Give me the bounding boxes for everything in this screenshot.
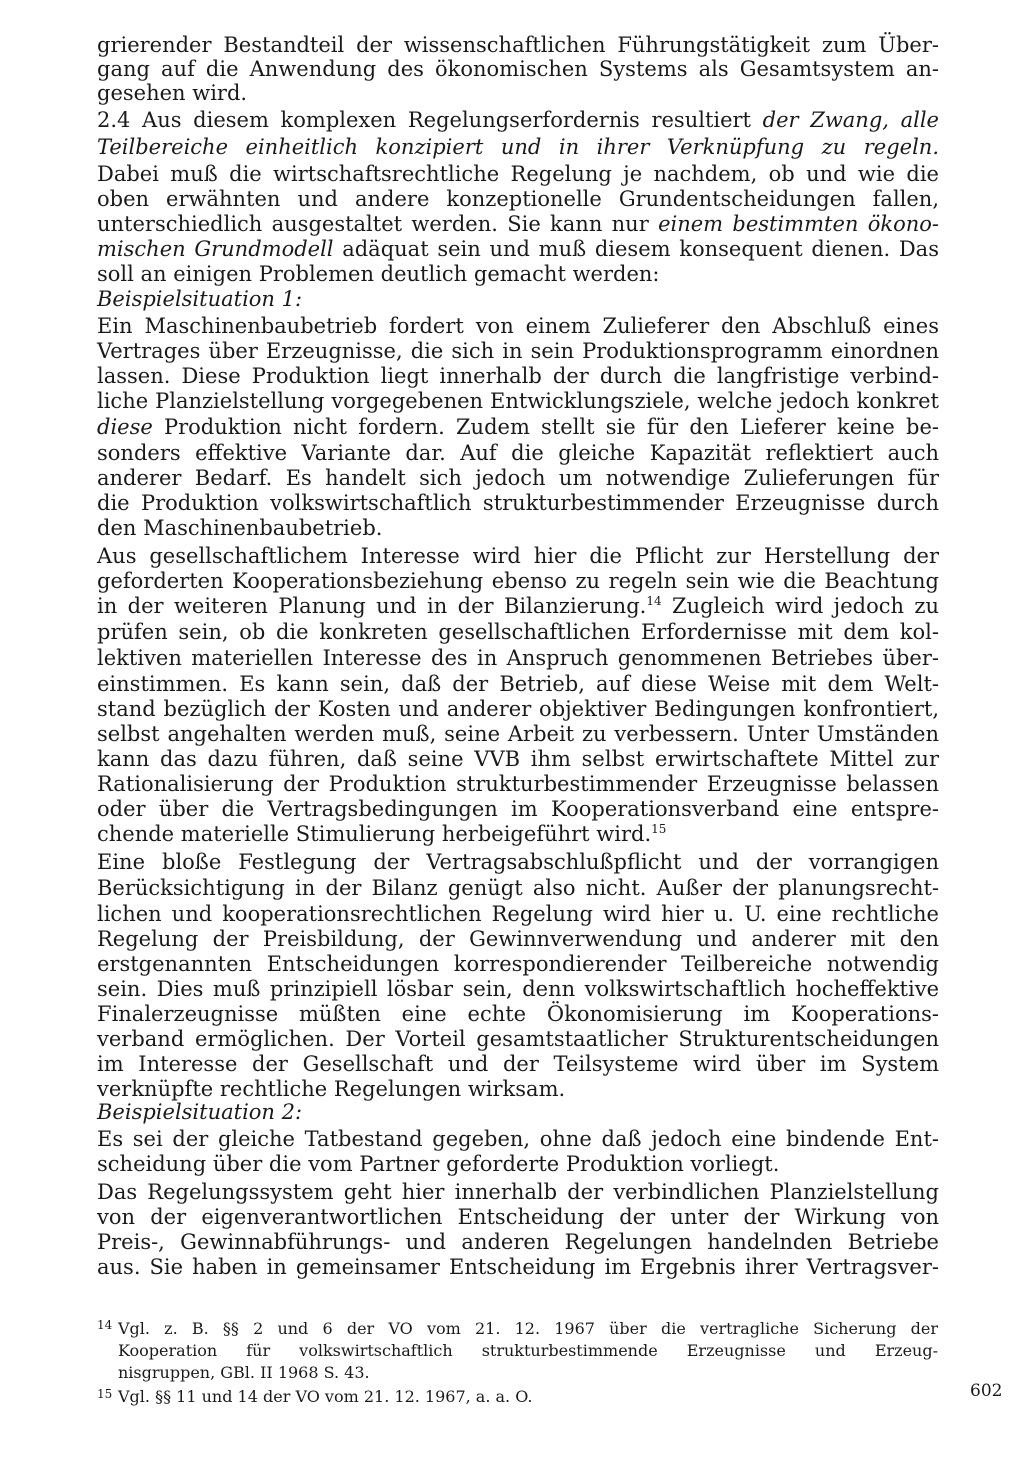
body-line: Berücksichtigung in der Bilanz genügt also nicht. Außer der planungsrecht- [97,876,939,900]
body-line: lektiven materiellen Interesse des in Anspruch genommenen Betriebes über- [97,646,939,670]
body-line: einstimmen. Es kann sein, daß der Betrieb, auf diese Weise mit dem Welt- [97,672,939,696]
body-line [97,135,939,159]
text-span: in der weiteren Planung und in der Bilanzierung. [97,594,647,618]
body-line: von der eigenverantwortlichen Entscheidung der unter der Wirkung von [97,1205,939,1229]
text-span: chende materielle Stimulierung herbeigeführt wird. [97,822,652,846]
body-line: Finalerzeugnisse müßten eine echte Ökonomisierung im Kooperations- [97,1002,939,1026]
footnote-ref: 15 [651,822,667,836]
body-line: stand bezüglich der Kosten und anderer objektiver Bedingungen konfrontiert, [97,697,939,721]
body-line: Preis-, Gewinnabführungs- und anderen Regelungen handelnden Betriebe [97,1230,939,1254]
body-line: liche Planzielstellung vorgegebenen Entwicklungsziele, welche jedoch konkret [97,389,939,413]
italic-text: Teilbereiche einheitlich konzipiert und in ihrer Verknüpfung zu regeln. [97,135,939,159]
body-line [97,237,939,261]
body-line: Aus gesellschaftlichem Interesse wird hier die Pflicht zur Herstellung der [97,544,939,568]
footnote-line: Vgl. z. B. §§ 2 und 6 der VO vom 21. 12. 1967 über die vertragliche Sicherung der [118,1319,938,1338]
body-line: Regelung der Preisbildung, der Gewinnverwendung und anderer mit den [97,927,939,951]
body-line: gesehen wird. [97,81,248,105]
body-line: verknüpfte rechtliche Regelungen wirksam. [97,1077,566,1101]
text-span: 2.4 Aus diesem komplexen Regelungserfordernis resultiert [97,108,763,132]
body-line: sein. Dies muß prinzipiell lösbar sein, denn volkswirtschaftlich hocheffektive [97,977,939,1001]
body-line: erstgenannten Entscheidungen korrespondierender Teilbereiche notwendig [97,952,939,976]
body-line: lichen und kooperationsrechtlichen Regelung wird hier u. U. eine rechtliche [97,902,939,926]
body-line: oder über die Vertragsbedingungen im Kooperationsverband eine entspre- [97,797,939,821]
italic-text: mischen Grundmodell [97,237,334,261]
body-line [97,594,939,618]
text-span: unterschiedlich ausgestaltet werden. Sie kann nur [97,212,659,236]
body-line: selbst angehalten werden muß, seine Arbeit zu verbessern. Unter Umständen [97,722,939,746]
body-line [97,822,939,846]
body-line: Vertrages über Erzeugnisse, die sich in sein Produktionsprogramm einordnen [97,339,939,363]
body-line: prüfen sein, ob die konkreten gesellschaftlichen Erfordernisse mit dem kol- [97,620,939,644]
body-line: im Interesse der Gesellschaft und der Teilsysteme wird über im System [97,1052,939,1076]
body-line: gang auf die Anwendung des ökonomischen Systems als Gesamtsystem an- [97,57,939,81]
body-line: Eine bloße Festlegung der Vertragsabschlußpflicht und der vorrangigen [97,850,939,874]
body-line: Das Regelungssystem geht hier innerhalb der verbindlichen Planzielstellung [97,1180,939,1204]
body-line [97,212,939,236]
body-line: Es sei der gleiche Tatbestand gegeben, ohne daß jedoch eine bindende Ent- [97,1127,939,1151]
italic-text: einem bestimmten ökono- [658,212,939,236]
body-line: anderer Bedarf. Es handelt sich jedoch um notwendige Zulieferungen für [97,466,939,490]
section-heading: Beispielsituation 2: [97,1100,303,1124]
footnote-number: 14 [97,1318,113,1332]
body-line: Dabei muß die wirtschaftsrechtliche Regelung je nachdem, ob und wie die [97,162,939,186]
body-line: kann das dazu führen, daß seine VVB ihm selbst erwirtschaftete Mittel zur [97,747,939,771]
body-line: die Produktion volkswirtschaftlich strukturbestimmender Erzeugnisse durch [97,491,939,515]
body-line: sonders effektive Variante dar. Auf die gleiche Kapazität reflektiert auch [97,441,939,465]
text-span: Produktion nicht fordern. Zudem stellt sie für den Lieferer keine be- [152,415,939,439]
text-span: Zugleich wird jedoch zu [661,594,939,618]
italic-text: diese [97,415,153,439]
footnote-line: Vgl. §§ 11 und 14 der VO vom 21. 12. 1967, a. a. O. [118,1387,533,1406]
italic-text: der Zwang, alle [762,108,939,132]
body-line: verband ermöglichen. Der Vorteil gesamtstaatlicher Strukturentscheidungen [97,1027,939,1051]
body-line: Rationalisierung der Produktion strukturbestimmender Erzeugnisse belassen [97,772,939,796]
body-line: aus. Sie haben in gemeinsamer Entscheidung im Ergebnis ihrer Vertragsver- [97,1255,939,1279]
body-line: oben erwähnten und andere konzeptionelle Grundentscheidungen fallen, [97,187,939,211]
body-line: geforderten Kooperationsbeziehung ebenso zu regeln sein wie die Beachtung [97,569,939,593]
page-number: 602 [970,1381,1003,1401]
body-line: den Maschinenbaubetrieb. [97,516,383,540]
body-line: grierender Bestandteil der wissenschaftlichen Führungstätigkeit zum Über- [97,33,939,57]
body-line: lassen. Diese Produktion liegt innerhalb der durch die langfristige verbind- [97,364,939,388]
text-span: adäquat sein und muß diesem konsequent dienen. Das [333,237,939,261]
footnote-number: 15 [97,1387,113,1401]
footnote-ref: 14 [646,594,662,608]
footnote-line: nisgruppen, GBl. II 1968 S. 43. [118,1363,370,1382]
body-line: soll an einigen Problemen deutlich gemacht werden: [97,262,660,286]
footnote-line: Kooperation für volkswirtschaftlich strukturbestimmende Erzeugnisse und Erzeug- [118,1341,938,1360]
section-heading: Beispielsituation 1: [97,287,303,311]
body-line [97,415,939,439]
body-line [97,108,939,132]
body-line: Ein Maschinenbaubetrieb fordert von einem Zulieferer den Abschluß eines [97,314,939,338]
body-line: scheidung über die vom Partner geforderte Produktion vorliegt. [97,1152,780,1176]
